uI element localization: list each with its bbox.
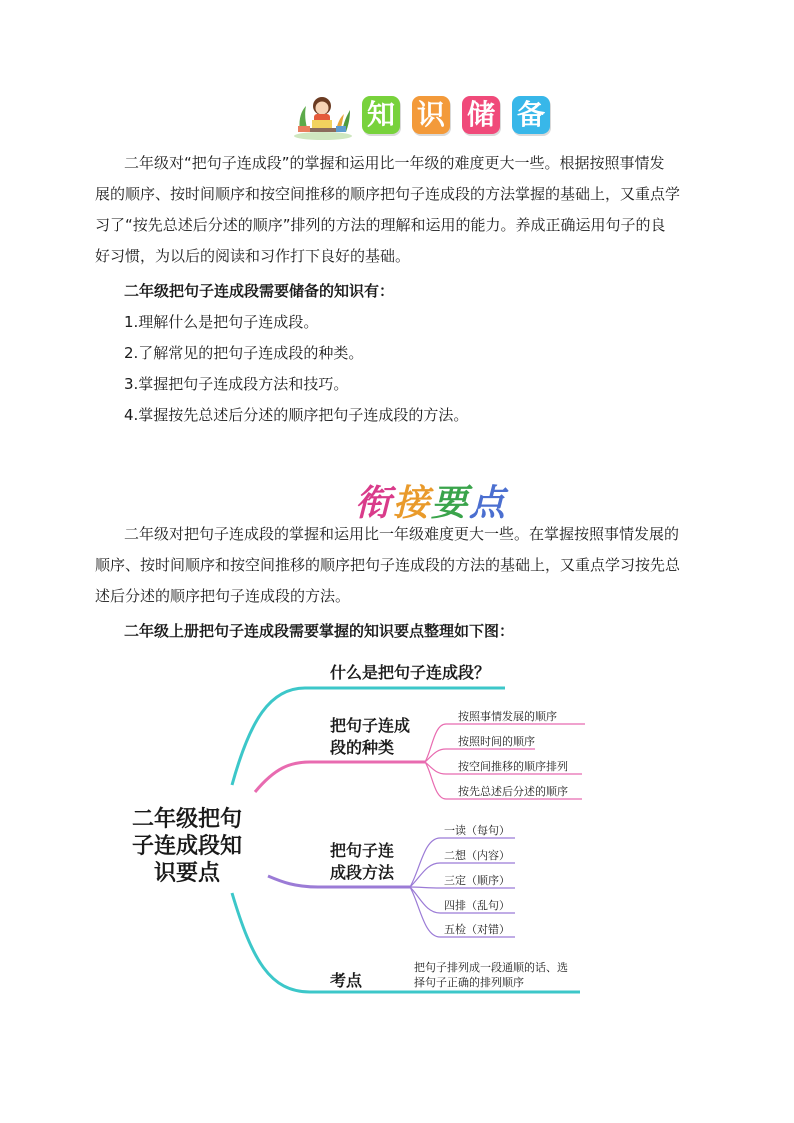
list-item: 3.掌握把句子连成段方法和技巧。 [124, 375, 349, 393]
list-item: 1.理解什么是把句子连成段。 [124, 313, 319, 331]
paragraph-line: 展的顺序、按时间顺序和按空间推移的顺序把句子连成段的方法掌握的基础上，又重点学 [95, 185, 681, 203]
list-item: 2.了解常见的把句子连成段的种类。 [124, 344, 364, 362]
list-item: 4.掌握按先总述后分述的顺序把句子连成段的方法。 [124, 406, 469, 424]
branch-line: 成段方法 [330, 863, 395, 882]
center-line: 二年级把句 [131, 807, 242, 832]
method-item: 三定（顺序） [444, 874, 510, 887]
paragraph-line: 习了“按先总述后分述的顺序”排列的方法的理解和运用的能力。养成正确运用句子的良 [95, 216, 666, 234]
title-badge: 知 [362, 96, 400, 134]
method-item: 五检（对错） [444, 923, 510, 936]
paragraph-line: 好习惯，为以后的阅读和习作打下良好的基础。 [95, 247, 411, 265]
title-badge: 识 [412, 96, 450, 134]
method-item: 四排（乱句） [444, 899, 510, 912]
list-heading: 二年级把句子连成段需要储备的知识有： [124, 282, 395, 300]
title-char: 接 [393, 482, 430, 524]
branch-types [330, 715, 410, 759]
method-item: 一读（每句） [444, 824, 510, 837]
type-item: 按先总述后分述的顺序 [458, 785, 568, 798]
branch-exam-point: 考点 [330, 971, 363, 990]
paragraph-line: 二年级对把句子连成段的掌握和运用比一年级难度更大一些。在掌握按照事情发展的 [124, 525, 680, 543]
list-heading: 二年级上册把句子连成段需要掌握的知识要点整理如下图： [124, 622, 515, 640]
title-char: 点 [469, 482, 506, 524]
type-item: 按照事情发展的顺序 [458, 710, 557, 723]
method-item: 二想（内容） [444, 849, 510, 862]
title-char: 要 [431, 482, 468, 524]
branch-methods [330, 840, 394, 884]
center-line: 识要点 [153, 861, 220, 886]
title-badge: 储 [462, 96, 500, 134]
type-item: 按照时间的顺序 [458, 735, 535, 748]
paragraph-line: 述后分述的顺序把句子连成段的方法。 [95, 587, 351, 605]
type-item: 按空间推移的顺序排列 [458, 760, 568, 773]
title-char: 衔 [355, 482, 392, 524]
paragraph-line: 二年级对“把句子连成段”的掌握和运用比一年级的难度更大一些。根据按照事情发 [124, 154, 665, 172]
exam-note [414, 960, 568, 990]
note-line: 把句子排列成一段通顺的话、选 [414, 961, 568, 974]
branch-line: 段的种类 [330, 738, 395, 757]
branch-what-is: 什么是把句子连成段？ [330, 663, 491, 682]
branch-line: 把句子连 [330, 841, 395, 860]
center-line: 子连成段知 [131, 834, 242, 859]
branch-line: 把句子连成 [330, 716, 411, 735]
paragraph-line: 顺序、按时间顺序和按空间推移的顺序把句子连成段的方法的基础上，又重点学习按先总 [95, 556, 681, 574]
note-line: 择句子正确的排列顺序 [414, 976, 524, 989]
mindmap-center [128, 806, 246, 887]
title-badge: 备 [512, 96, 550, 134]
